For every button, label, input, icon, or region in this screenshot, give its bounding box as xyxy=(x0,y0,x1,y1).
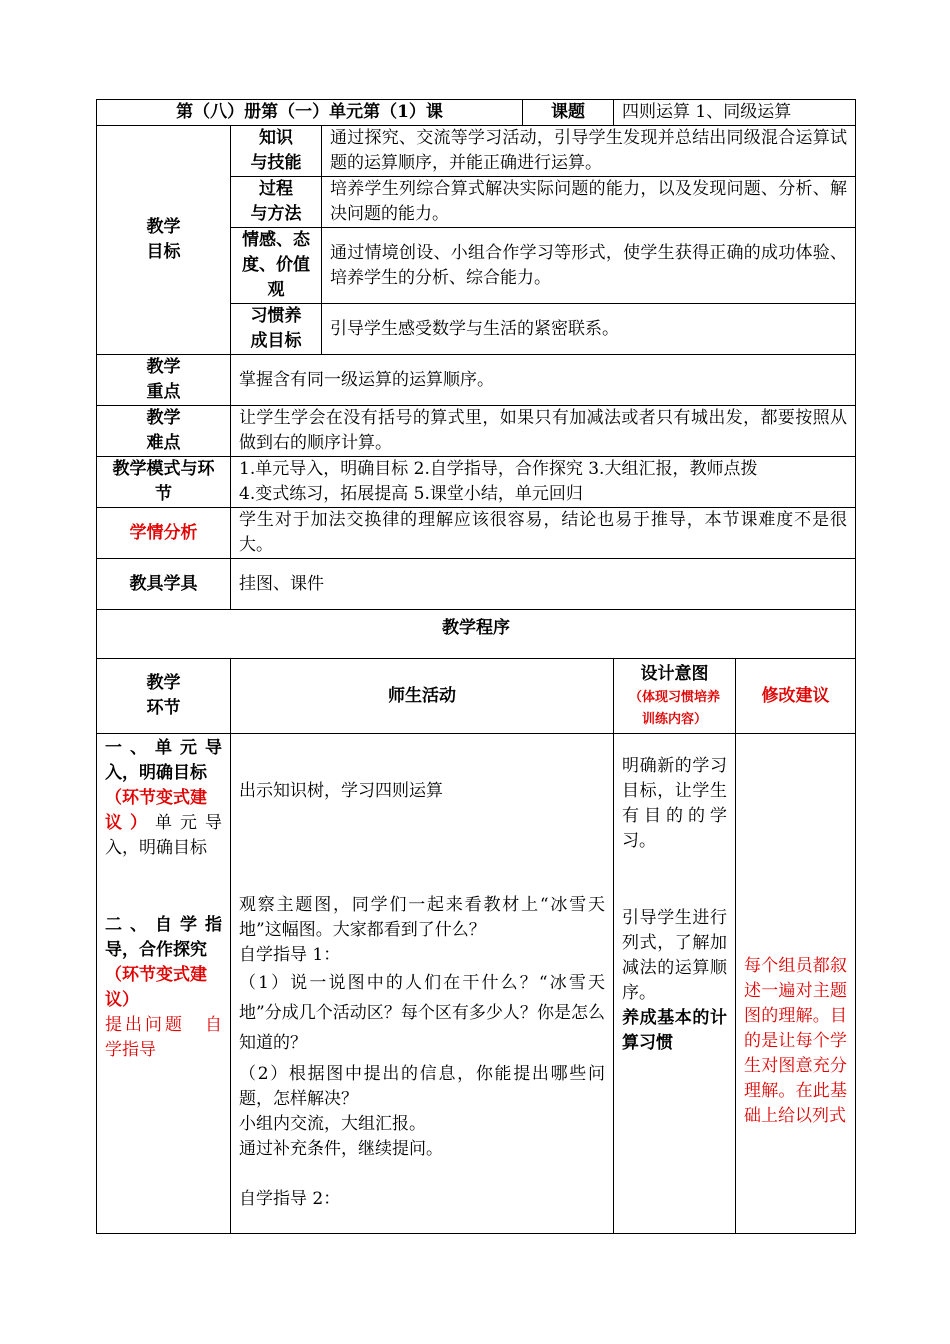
stage1-activity: 出示知识树，学习四则运算 xyxy=(239,781,443,801)
stage2-suggestion: 每个组员都叙述一遍对主题图的理解。目的是让每个学生对图意充分理解。在此基础上给以列式 xyxy=(744,956,847,1126)
tools-text: 挂图、课件 xyxy=(231,559,856,610)
lesson-plan-table xyxy=(96,99,856,1234)
stages-row xyxy=(97,734,856,1234)
goal-label-habit: 习惯养 成目标 xyxy=(231,304,322,355)
design-column xyxy=(614,734,736,1234)
mode-text: 1.单元导入，明确目标 2.自学指导，合作探究 3.大组汇报，教师点拨 4.变式练习，拓展提高 5.课堂小结，单元回归 xyxy=(231,457,856,508)
goal-text-process: 培养学生列综合算式解决实际问题的能力，以及发现问题、分析、解决问题的能力。 xyxy=(322,177,856,228)
column-header-row xyxy=(97,659,856,734)
difficulty-row xyxy=(97,406,856,457)
col-activity-header: 师生活动 xyxy=(231,659,614,734)
goal-row-knowledge xyxy=(97,126,856,177)
procedure-title-row xyxy=(97,610,856,659)
suggestion-column xyxy=(736,734,856,1234)
goal-text-emotion: 通过情境创设、小组合作学习等形式，使学生获得正确的成功体验、培养学生的分析、综合能力。 xyxy=(322,228,856,304)
goal-label-process: 过程 与方法 xyxy=(231,177,322,228)
goal-text-knowledge: 通过探究、交流等学习活动，引导学生发现并总结出同级混合运算试题的运算顺序，并能正确进行运算。 xyxy=(322,126,856,177)
topic-label: 课题 xyxy=(523,100,614,126)
key-point-row xyxy=(97,355,856,406)
key-point-text: 掌握含有同一级运算的运算顺序。 xyxy=(231,355,856,406)
topic-value: 四则运算 1、同级运算 xyxy=(614,100,856,126)
goals-label: 教学 目标 xyxy=(97,126,231,355)
analysis-row xyxy=(97,508,856,559)
key-point-label: 教学 重点 xyxy=(97,355,231,406)
col-design-header: 设计意图 （体现习惯培养 训练内容） xyxy=(614,659,736,734)
procedure-title: 教学程序 xyxy=(97,610,856,659)
volume-unit-cell: 第（八）册第（一）单元第（1）课 xyxy=(97,100,523,126)
mode-row xyxy=(97,457,856,508)
mode-label: 教学模式与环 节 xyxy=(97,457,231,508)
tools-label: 教具学具 xyxy=(97,559,231,610)
activity-column: 出示知识树，学习四则运算 观察主题图，同学们一起来看教材上“冰雪天地”这幅图。大家都看到了什么？ 自学指导 1： （1）说一说图中的人们在干什么？“冰雪天地”分成几个活动区？每个区有多少人？你是怎么知道的？ （2）根据图中提出的信息，你能提出哪些问题，怎样解决？ 小组内交流，大组汇报。 通过补充条件，继续提问。 自学指导 2： xyxy=(231,734,614,1234)
goal-label-emotion: 情感、态 度、价值 观 xyxy=(231,228,322,304)
goal-text-habit: 引导学生感受数学与生活的紧密联系。 xyxy=(322,304,856,355)
stage-column: 一、单元导 入，明确目标 （环节变式建 议）单元导 入，明确目标 二、自学指 导，合作探究 （环节变式建 议） 提出问题 自 学指导 xyxy=(97,734,231,1234)
difficulty-label: 教学 难点 xyxy=(97,406,231,457)
stage2-design: 引导学生进行列式，了解加减法的运算顺序。 xyxy=(622,908,727,1003)
header-row xyxy=(97,100,856,126)
analysis-text: 学生对于加法交换律的理解应该很容易，结论也易于推导，本节课难度不是很大。 xyxy=(231,508,856,559)
col-stage-header: 教学 环节 xyxy=(97,659,231,734)
col-suggestion-header: 修改建议 xyxy=(736,659,856,734)
tools-row xyxy=(97,559,856,610)
stage1-design: 明确新的学习目标，让学生有目的的学习。 xyxy=(622,756,727,851)
stage2-design-habit: 养成基本的计算习惯 xyxy=(622,1008,727,1053)
analysis-label: 学情分析 xyxy=(97,508,231,559)
difficulty-text: 让学生学会在没有括号的算式里，如果只有加减法或者只有城出发，都要按照从做到右的顺序计算。 xyxy=(231,406,856,457)
goal-label-knowledge: 知识 与技能 xyxy=(231,126,322,177)
